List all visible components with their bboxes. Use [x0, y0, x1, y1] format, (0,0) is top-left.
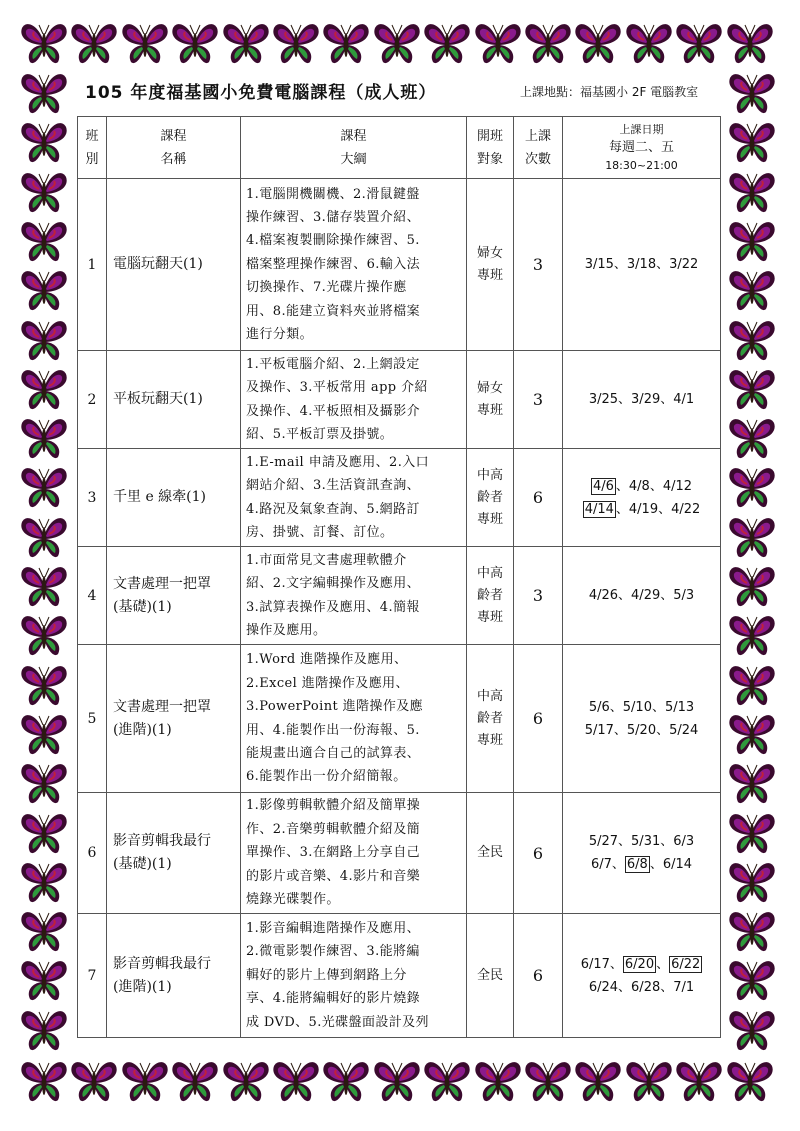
outline-line: 享、4.能將編輯好的影片燒錄 — [246, 991, 421, 1007]
butterfly-icon — [20, 220, 68, 264]
outline-line: 紹、5.平板訂票及掛號。 — [246, 426, 394, 442]
outline-line: 燒錄光碟製作。 — [246, 892, 340, 908]
date-line — [564, 830, 719, 853]
date-text: 6/7、 — [590, 857, 625, 872]
butterfly-icon — [20, 713, 68, 757]
header-text: 對象 — [476, 151, 503, 167]
butterfly-icon — [20, 959, 68, 1003]
target-line: 中高 — [476, 467, 503, 483]
class-number: 1 — [78, 179, 107, 351]
butterfly-icon — [373, 22, 421, 66]
table-row — [78, 449, 721, 547]
course-name-line: 電腦玩翻天(1) — [113, 256, 203, 272]
butterfly-icon — [222, 22, 270, 66]
course-name — [107, 179, 241, 351]
butterfly-icon — [272, 1060, 320, 1104]
class-dates — [563, 547, 721, 645]
target-line: 全民 — [476, 845, 503, 860]
butterfly-icon — [726, 22, 774, 66]
outline-line: 用、4.能製作出一份海報、5. — [246, 722, 420, 738]
course-outline — [241, 449, 467, 547]
outline-line: 輯好的影片上傳到網路上分 — [246, 967, 407, 983]
butterfly-border-bottom — [20, 1058, 780, 1110]
session-count: 6 — [514, 914, 563, 1038]
table-row — [78, 914, 721, 1038]
outline-line: 的影片或音樂、4.影片和音樂 — [246, 868, 421, 884]
outline-line: 3.試算表操作及應用、4.簡報 — [246, 599, 420, 615]
outline-line: 2.Excel 進階操作及應用、 — [246, 675, 409, 691]
course-name-line: 影音剪輯我最行 — [113, 833, 211, 849]
header-course-name — [107, 117, 241, 179]
course-outline — [241, 547, 467, 645]
butterfly-icon — [675, 22, 723, 66]
butterfly-icon — [373, 1060, 421, 1104]
header-text: 課程 — [160, 128, 187, 144]
butterfly-icon — [20, 319, 68, 363]
target-group — [467, 449, 514, 547]
course-name — [107, 914, 241, 1038]
butterfly-icon — [20, 861, 68, 905]
target-line: 中高 — [476, 565, 503, 581]
butterfly-icon — [272, 22, 320, 66]
header-text: 班 — [85, 128, 99, 144]
target-group — [467, 645, 514, 793]
table-row — [78, 645, 721, 793]
class-number: 5 — [78, 645, 107, 793]
butterfly-icon — [625, 22, 673, 66]
header-dates — [563, 117, 721, 179]
butterfly-icon — [574, 22, 622, 66]
course-name-line: 文書處理一把罩 — [113, 698, 211, 715]
butterfly-icon — [728, 319, 776, 363]
butterfly-icon — [524, 22, 572, 66]
butterfly-icon — [675, 1060, 723, 1104]
butterfly-icon — [728, 861, 776, 905]
target-group — [467, 793, 514, 914]
outline-line: 作、2.音樂剪輯軟體介紹及簡 — [246, 821, 421, 837]
target-line: 婦女 — [476, 245, 503, 261]
target-group — [467, 914, 514, 1038]
butterfly-icon — [20, 269, 68, 313]
date-line — [564, 976, 719, 999]
butterfly-icon — [728, 565, 776, 609]
header-text: 開班 — [476, 128, 503, 144]
butterfly-icon — [20, 171, 68, 215]
class-dates — [563, 793, 721, 914]
butterfly-icon — [20, 614, 68, 658]
outline-line: 進行分類。 — [246, 327, 314, 343]
butterfly-icon — [222, 1060, 270, 1104]
date-text: 6/17、 — [580, 956, 623, 972]
class-dates — [563, 914, 721, 1038]
date-text: 4/26、4/29、5/3 — [588, 588, 695, 603]
target-line: 專班 — [476, 267, 503, 283]
outline-line: 操作及應用。 — [246, 622, 327, 638]
butterfly-icon — [728, 417, 776, 461]
header-text: 上課日期 — [619, 122, 664, 136]
date-text: 5/27、5/31、6/3 — [588, 834, 695, 849]
target-line: 齡者 — [476, 489, 503, 505]
date-line — [564, 253, 719, 276]
date-text: 5/17、5/20、5/24 — [584, 722, 699, 738]
course-name — [107, 645, 241, 793]
date-line — [564, 853, 719, 876]
date-line — [564, 584, 719, 607]
header-text: 上課 — [524, 128, 551, 144]
outline-line: 3.PowerPoint 進階操作及應 — [246, 699, 424, 715]
butterfly-icon — [728, 368, 776, 412]
outline-line: 成 DVD、5.光碟盤面設計及列 — [246, 1014, 429, 1030]
course-name-line: 影音剪輯我最行 — [113, 955, 211, 972]
butterfly-icon — [20, 1009, 68, 1053]
header-text: 18:30~21:00 — [605, 158, 678, 172]
course-outline — [241, 793, 467, 914]
outline-line: 網站介紹、3.生活資訊查詢、 — [246, 478, 421, 494]
target-group — [467, 351, 514, 449]
butterfly-icon — [728, 220, 776, 264]
session-count: 6 — [514, 645, 563, 793]
course-outline — [241, 351, 467, 449]
session-count: 6 — [514, 449, 563, 547]
butterfly-icon — [728, 1009, 776, 1053]
header-text: 每週二、五 — [608, 139, 674, 155]
header-course-outline — [241, 117, 467, 179]
course-outline — [241, 645, 467, 793]
date-text: 3/15、3/18、3/22 — [584, 257, 699, 272]
course-name-line: (基礎)(1) — [113, 598, 172, 615]
butterfly-icon — [20, 121, 68, 165]
outline-line: 能規畫出適合自己的試算表、 — [246, 745, 421, 761]
outline-line: 1.電腦開機關機、2.滑鼠鍵盤 — [246, 186, 420, 202]
class-location: 上課地點：福基國小 2F 電腦教室 — [520, 85, 699, 99]
course-name — [107, 449, 241, 547]
outline-line: 6.能製作出一份介紹簡報。 — [246, 769, 407, 785]
outline-line: 1.市面常見文書處理軟體介 — [246, 552, 407, 568]
butterfly-icon — [728, 269, 776, 313]
target-line: 齡者 — [476, 587, 503, 603]
course-outline — [241, 179, 467, 351]
highlighted-date: 4/6 — [592, 478, 614, 494]
table-row — [78, 351, 721, 449]
outline-line: 檔案整理操作練習、6.輸入法 — [246, 256, 421, 272]
butterfly-icon — [20, 565, 68, 609]
date-line — [564, 696, 719, 719]
course-name — [107, 793, 241, 914]
class-number: 4 — [78, 547, 107, 645]
target-line: 專班 — [476, 732, 503, 748]
butterfly-icon — [728, 171, 776, 215]
course-table — [77, 116, 721, 1038]
target-line: 專班 — [476, 511, 503, 527]
class-dates — [563, 179, 721, 351]
class-dates — [563, 351, 721, 449]
header-target — [467, 117, 514, 179]
header-class-no — [78, 117, 107, 179]
butterfly-icon — [574, 1060, 622, 1104]
outline-line: 1.E-mail 申請及應用、2.入口 — [246, 454, 430, 470]
butterfly-icon — [625, 1060, 673, 1104]
date-text: 、 — [656, 956, 670, 972]
date-text: 、4/19、4/22 — [615, 501, 701, 517]
date-text: 3/25、3/29、4/1 — [588, 392, 695, 407]
class-number: 6 — [78, 793, 107, 914]
butterfly-icon — [20, 368, 68, 412]
outline-line: 操作練習、3.儲存裝置介紹、 — [246, 209, 421, 225]
butterfly-icon — [524, 1060, 572, 1104]
butterfly-icon — [121, 22, 169, 66]
target-line: 專班 — [476, 609, 503, 625]
butterfly-icon — [474, 22, 522, 66]
class-number: 2 — [78, 351, 107, 449]
header-text: 大綱 — [340, 151, 367, 167]
header-text: 別 — [85, 151, 99, 167]
outline-line: 房、掛號、訂餐、訂位。 — [246, 524, 394, 540]
course-name-line: (基礎)(1) — [113, 856, 172, 872]
page-title: 105 年度福基國小免費電腦課程（成人班） — [85, 83, 437, 103]
date-line — [564, 498, 719, 521]
butterfly-icon — [171, 22, 219, 66]
course-name — [107, 351, 241, 449]
butterfly-icon — [121, 1060, 169, 1104]
butterfly-icon — [20, 1060, 68, 1104]
butterfly-icon — [728, 713, 776, 757]
header-text: 課程 — [340, 128, 367, 144]
date-line — [564, 719, 719, 742]
date-text: 6/24、6/28、7/1 — [588, 979, 695, 995]
course-name-line: (進階)(1) — [113, 721, 172, 738]
butterfly-icon — [728, 910, 776, 954]
butterfly-icon — [728, 121, 776, 165]
target-group — [467, 547, 514, 645]
butterfly-icon — [474, 1060, 522, 1104]
target-group — [467, 179, 514, 351]
date-line — [564, 953, 719, 976]
course-name-line: 文書處理一把罩 — [113, 575, 211, 592]
header-text: 次數 — [524, 151, 551, 167]
butterfly-icon — [726, 1060, 774, 1104]
header-text: 名稱 — [160, 151, 187, 167]
target-line: 全民 — [476, 967, 503, 983]
class-dates — [563, 449, 721, 547]
butterfly-icon — [20, 516, 68, 560]
date-line — [564, 388, 719, 411]
butterfly-icon — [20, 466, 68, 510]
butterfly-icon — [20, 812, 68, 856]
butterfly-icon — [728, 762, 776, 806]
table-row — [78, 547, 721, 645]
butterfly-icon — [728, 466, 776, 510]
butterfly-icon — [728, 72, 776, 116]
table-row — [78, 179, 721, 351]
butterfly-border-top — [20, 20, 780, 72]
outline-line: 用、8.能建立資料夾並將檔案 — [246, 303, 421, 319]
outline-line: 1.影音編輯進階操作及應用、 — [246, 920, 421, 936]
course-name-line: 平板玩翻天(1) — [113, 391, 203, 407]
session-count: 3 — [514, 179, 563, 351]
outline-line: 及操作、4.平板照相及攝影介 — [246, 403, 421, 419]
butterfly-icon — [70, 22, 118, 66]
session-count: 6 — [514, 793, 563, 914]
class-number: 3 — [78, 449, 107, 547]
session-count: 3 — [514, 547, 563, 645]
butterfly-icon — [728, 664, 776, 708]
butterfly-icon — [322, 1060, 370, 1104]
target-line: 中高 — [476, 688, 503, 704]
butterfly-icon — [20, 22, 68, 66]
butterfly-icon — [20, 72, 68, 116]
butterfly-icon — [728, 614, 776, 658]
outline-line: 及操作、3.平板常用 app 介紹 — [246, 380, 428, 396]
outline-line: 4.路況及氣象查詢、5.網路訂 — [246, 501, 420, 517]
table-header-row — [78, 117, 721, 179]
butterfly-icon — [423, 22, 471, 66]
outline-line: 1.影像剪輯軟體介紹及簡單操 — [246, 798, 421, 814]
course-name-line: (進階)(1) — [113, 978, 172, 995]
butterfly-icon — [20, 762, 68, 806]
butterfly-icon — [20, 417, 68, 461]
butterfly-icon — [322, 22, 370, 66]
butterfly-icon — [728, 516, 776, 560]
date-text: 5/6、5/10、5/13 — [588, 699, 695, 715]
course-name — [107, 547, 241, 645]
course-outline — [241, 914, 467, 1038]
session-count: 3 — [514, 351, 563, 449]
table-row — [78, 793, 721, 914]
outline-line: 1.平板電腦介紹、2.上網設定 — [246, 356, 420, 372]
target-line: 專班 — [476, 402, 503, 418]
butterfly-icon — [70, 1060, 118, 1104]
highlighted-date: 4/14 — [584, 501, 614, 517]
class-dates — [563, 645, 721, 793]
outline-line: 1.Word 進階操作及應用、 — [246, 652, 408, 668]
highlighted-date: 6/8 — [626, 857, 648, 872]
butterfly-border-right — [726, 72, 782, 1058]
outline-line: 4.檔案複製刪除操作練習、5. — [246, 233, 420, 249]
header-times — [514, 117, 563, 179]
date-text: 、4/8、4/12 — [615, 478, 693, 494]
outline-line: 切換操作、7.光碟片操作應 — [246, 280, 407, 296]
butterfly-icon — [728, 812, 776, 856]
butterfly-icon — [171, 1060, 219, 1104]
class-number: 7 — [78, 914, 107, 1038]
butterfly-icon — [728, 959, 776, 1003]
date-line — [564, 475, 719, 498]
outline-line: 單操作、3.在網路上分享自己 — [246, 845, 421, 861]
course-name-line: 千里 e 線牽(1) — [113, 489, 207, 505]
outline-line: 2.微電影製作練習、3.能將編 — [246, 944, 420, 960]
butterfly-icon — [20, 664, 68, 708]
target-line: 齡者 — [476, 710, 503, 726]
target-line: 婦女 — [476, 380, 503, 396]
butterfly-border-left — [18, 72, 74, 1058]
outline-line: 紹、2.文字編輯操作及應用、 — [246, 576, 421, 592]
butterfly-icon — [20, 910, 68, 954]
butterfly-icon — [423, 1060, 471, 1104]
highlighted-date: 6/22 — [671, 956, 701, 972]
highlighted-date: 6/20 — [624, 956, 655, 972]
date-text: 、6/14 — [649, 857, 693, 872]
